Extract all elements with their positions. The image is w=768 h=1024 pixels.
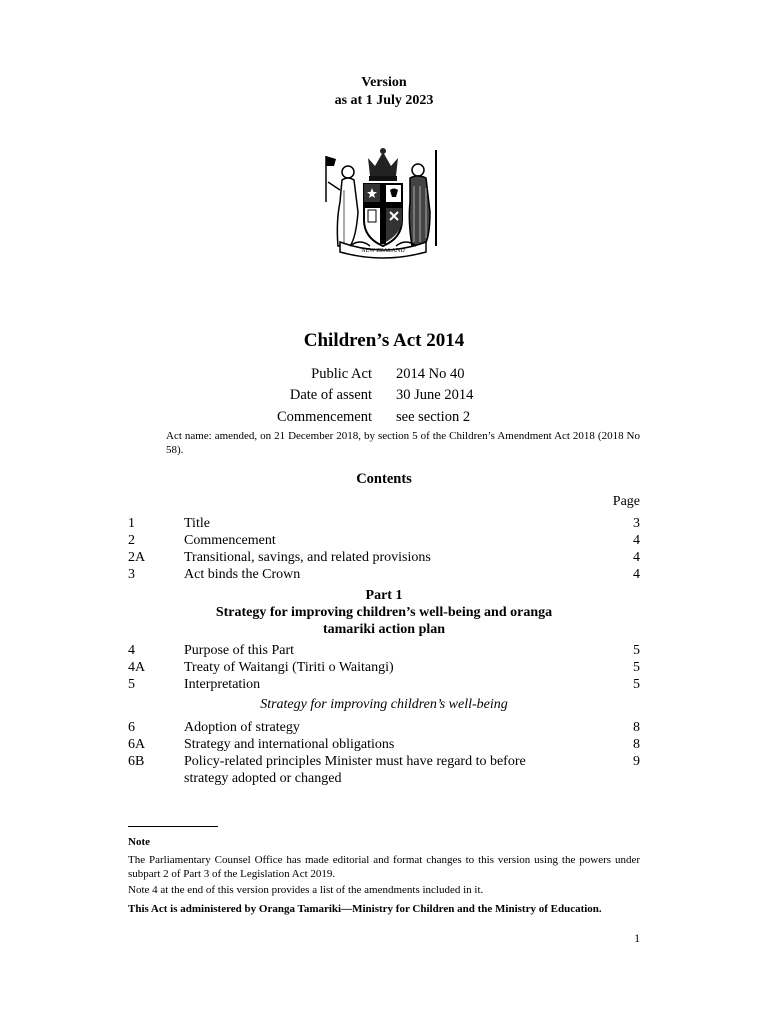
version-label: Version [361,75,407,90]
section-number: 2A [128,550,146,565]
meta-value: see section 2 [396,409,471,425]
note-heading: Note [128,836,150,848]
section-title: Interpretation [184,677,261,692]
administering-note: This Act is administered by Oranga Tamariki—Ministry for Children and the Ministry of Education. [128,903,602,915]
contents-row[interactable] [128,532,640,549]
meta-label: Public Act [311,366,372,382]
section-page: 8 [633,737,640,752]
meta-label: Commencement [276,409,372,425]
version-date: as at 1 July 2023 [334,93,434,108]
section-page: 4 [633,533,640,548]
section-title: Act binds the Crown [184,567,301,582]
section-title: Treaty of Waitangi (Tiriti o Waitangi) [184,660,394,675]
meta-value: 2014 No 40 [396,366,465,382]
section-number: 3 [128,567,135,582]
note-paragraph: Note 4 at the end of this version provides a list of the amendments included in it. [128,884,484,896]
contents-row[interactable] [128,642,640,659]
contents-heading: Contents [356,471,412,487]
section-page: 3 [633,516,640,531]
section-number: 4A [128,660,146,675]
contents-row[interactable] [128,676,640,693]
part-heading[interactable] [0,587,768,638]
section-title: Purpose of this Part [184,643,295,658]
contents-row[interactable] [128,736,640,753]
section-number: 2 [128,533,135,548]
part-label: Part 1 [365,588,403,603]
page-number: 1 [634,933,640,945]
section-title: Strategy and international obligations [184,737,395,752]
section-page: 4 [633,550,640,565]
section-page: 9 [633,754,640,769]
section-title-continuation: strategy adopted or changed [184,771,342,786]
contents-row[interactable] [128,515,640,532]
section-title: Policy-related principles Minister must have regard to before [184,754,526,769]
part-title-line1: Strategy for improving children’s well-being and oranga [215,605,553,620]
contents-row[interactable] [128,719,640,736]
meta-label: Date of assent [289,387,372,403]
act-name-note: Act name: amended, on 21 December 2018, by section 5 of the Children’s Amendment Act 2018 (2018 No 58). [166,430,640,456]
act-title: Children’s Act 2014 [303,330,465,351]
section-number: 4 [128,643,135,658]
section-page: 5 [633,677,640,692]
section-title: Commencement [184,533,276,548]
contents-row[interactable] [128,549,640,566]
section-number: 6 [128,720,135,735]
nz-coat-of-arms-icon [320,142,446,260]
contents-row[interactable] [128,659,640,676]
part-title-line2: tamariki action plan [322,622,446,637]
section-page: 5 [633,660,640,675]
subpart-heading[interactable]: Strategy for improving children’s well-being [260,697,508,712]
section-page: 4 [633,567,640,582]
section-page: 5 [633,643,640,658]
note-paragraph: The Parliamentary Counsel Office has made editorial and format changes to this version using the powers under subpart 2 of Part 3 of the Legislation Act 2019. [128,854,640,880]
section-number: 5 [128,677,135,692]
section-number: 6A [128,737,146,752]
page-column-label: Page [612,494,640,509]
svg-text:NEW ZEALAND: NEW ZEALAND [361,248,405,254]
contents-row[interactable] [128,753,640,770]
version-header [0,74,768,110]
section-number: 1 [128,516,135,531]
contents-row[interactable] [128,566,640,583]
section-title: Adoption of strategy [184,720,300,735]
contents-row-continuation[interactable] [128,770,640,787]
section-page: 8 [633,720,640,735]
section-title: Title [184,516,210,531]
meta-value: 30 June 2014 [396,387,474,403]
footnote-divider [128,826,218,827]
section-title: Transitional, savings, and related provisions [184,550,431,565]
section-number: 6B [128,754,145,769]
